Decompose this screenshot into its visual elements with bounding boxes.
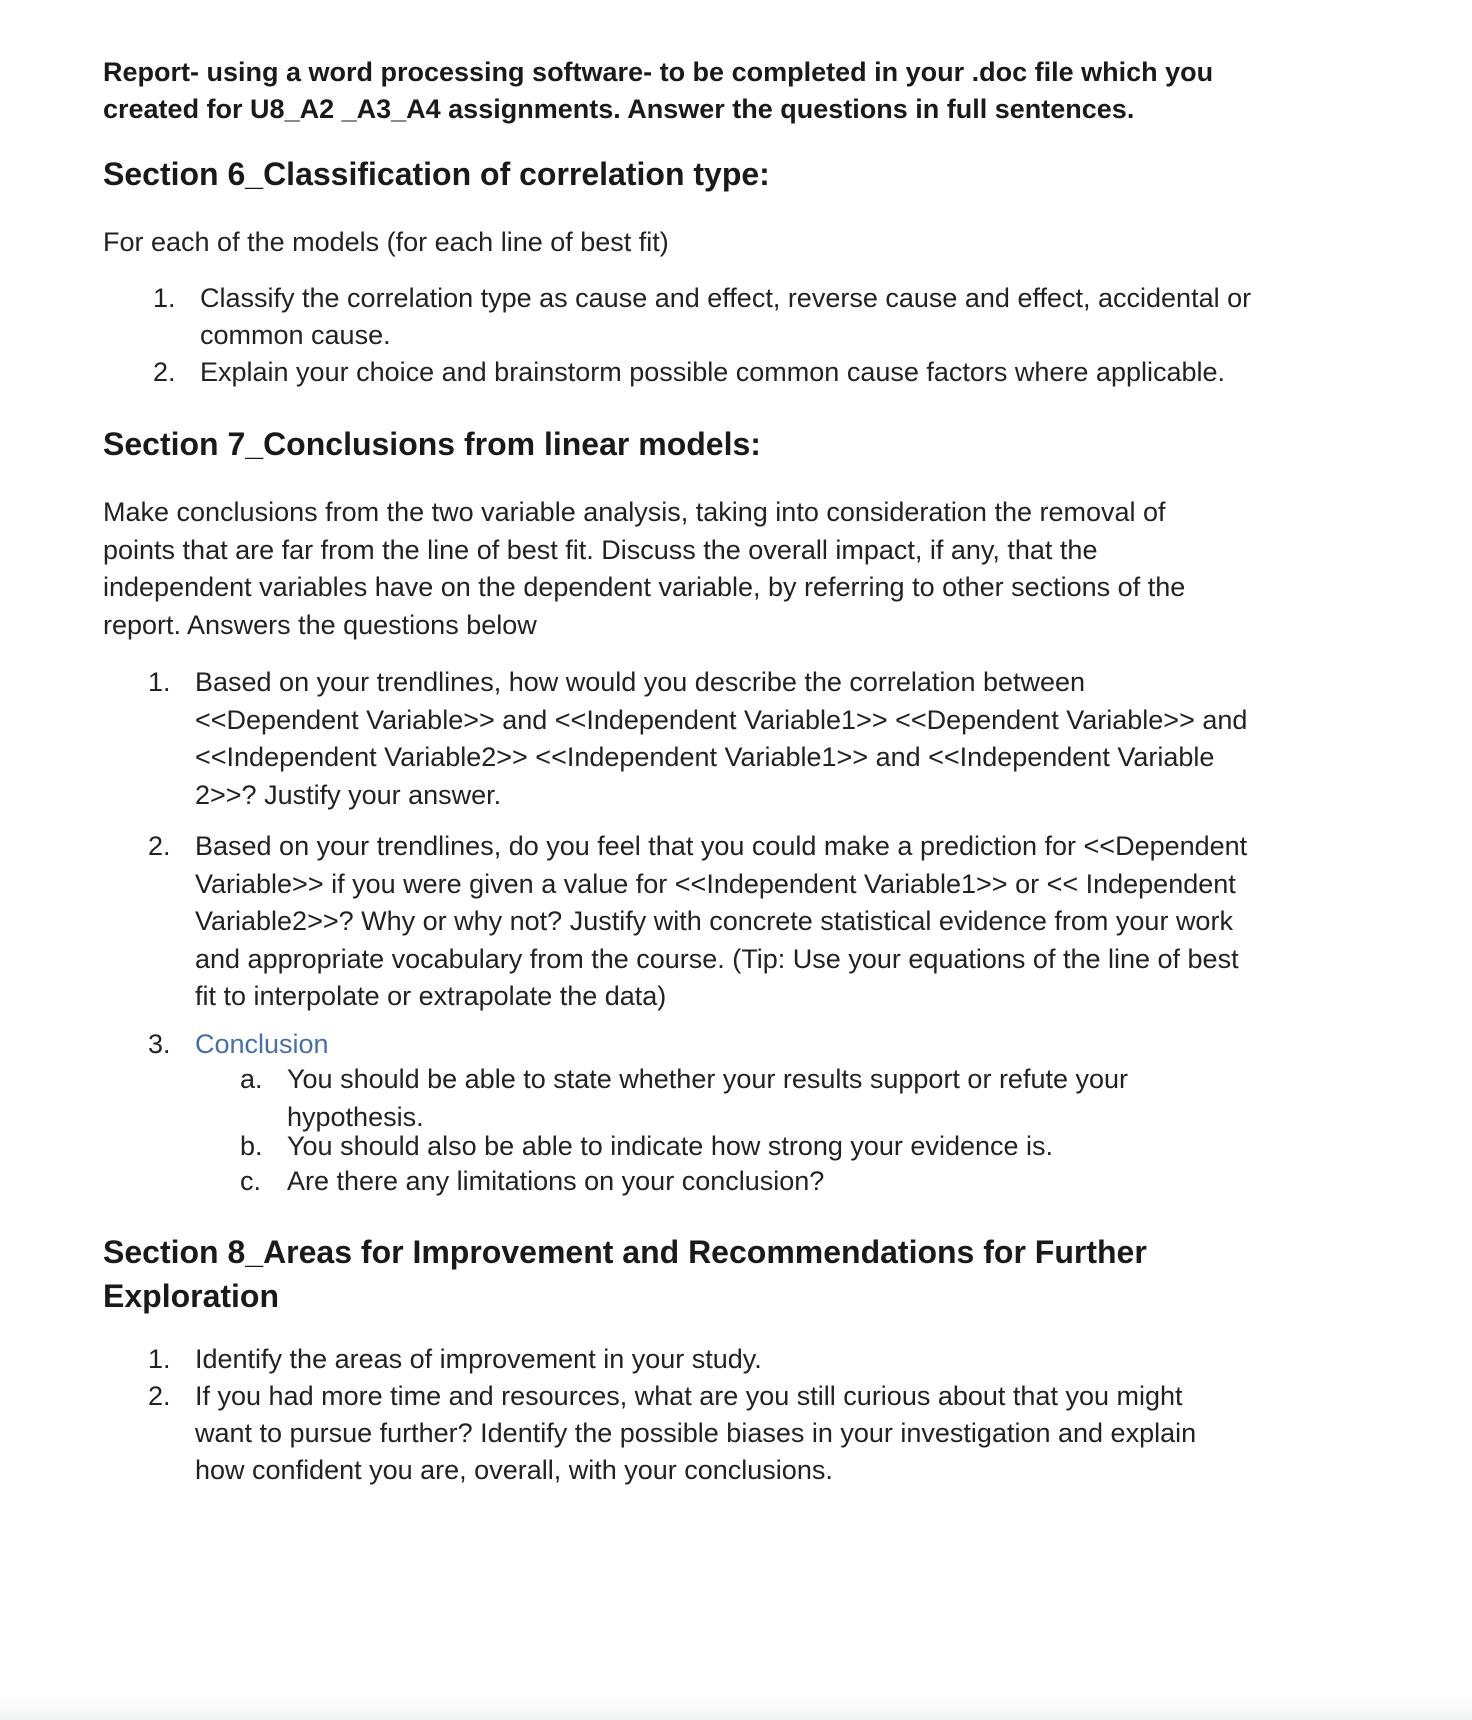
paragraph-line: points that are far from the line of best fit. Discuss the overall impact, if any, that the	[103, 534, 1098, 565]
paragraph-line: independent variables have on the dependent variable, by referring to other sections of the	[103, 572, 1186, 602]
list-number: 1.	[148, 667, 171, 697]
list-item-text-line: 2>>? Justify your answer.	[195, 779, 502, 810]
list-item-text-line: Classify the correlation type as cause and effect, reverse cause and effect, accidental or	[200, 283, 1252, 313]
list-item-text-line: common cause.	[200, 320, 391, 350]
paragraph-line: Make conclusions from the two variable analysis, taking into consideration the removal of	[103, 497, 1166, 527]
page-bottom-shade	[0, 1692, 1472, 1720]
list-number: 3.	[148, 1029, 171, 1059]
list-number: 2.	[148, 1381, 171, 1411]
list-item-text-line: Based on your trendlines, do you feel that you could make a prediction for <<Dependent	[195, 831, 1248, 861]
list-item-text-line: Based on your trendlines, how would you describe the correlation between	[195, 667, 1086, 697]
list-item-text-line: Variable>> if you were given a value for <<Independent Variable1>> or << Independent	[195, 868, 1236, 899]
sublist-letter: b.	[240, 1131, 263, 1161]
list-number: 1.	[153, 283, 176, 313]
sublist-letter: a.	[240, 1064, 263, 1094]
section-8-heading	[103, 1230, 1303, 1318]
list-item-text-line: want to pursue further? Identify the possible biases in your investigation and explain	[195, 1418, 1197, 1448]
sublist-text-line: Are there any limitations on your conclusion?	[287, 1166, 825, 1196]
sublist-letter: c.	[240, 1166, 262, 1196]
list-item-text-line: how confident you are, overall, with your conclusions.	[195, 1455, 833, 1485]
list-item-text-line: If you had more time and resources, what are you still curious about that you might	[195, 1381, 1183, 1411]
section-8-heading-line: Exploration	[103, 1278, 280, 1314]
list-item-text-line: fit to interpolate or extrapolate the data)	[195, 981, 667, 1011]
list-item-text-line: and appropriate vocabulary from the course. (Tip: Use your equations of the line of best	[195, 943, 1239, 974]
section-6-heading: Section 6_Classification of correlation type:	[103, 156, 770, 192]
list-item-text-line: <<Independent Variable2>> <<Independent Variable1>> and <<Independent Variable	[195, 742, 1215, 772]
intro-instructions	[103, 54, 1303, 128]
conclusion-label: Conclusion	[195, 1029, 329, 1059]
section-6-lead: For each of the models (for each line of best fit)	[103, 227, 669, 257]
section-7-heading: Section 7_Conclusions from linear models:	[103, 426, 761, 462]
list-number: 2.	[153, 357, 176, 387]
list-item-text-line: Explain your choice and brainstorm possible common cause factors where applicable.	[200, 357, 1226, 387]
section-8-heading-line: Section 8_Areas for Improvement and Recommendations for Further	[103, 1234, 1147, 1270]
sublist-text-line: hypothesis.	[287, 1101, 424, 1132]
list-item-text-line: Identify the areas of improvement in your study.	[195, 1344, 762, 1374]
list-number: 1.	[148, 1344, 171, 1374]
paragraph-line: report. Answers the questions below	[103, 609, 537, 640]
section-7-lead	[103, 494, 1283, 644]
intro-line-2: created for U8_A2 _A3_A4 assignments. Answer the questions in full sentences.	[103, 94, 1135, 124]
list-item-text-line: Variable2>>? Why or why not? Justify with concrete statistical evidence from your work	[195, 906, 1233, 936]
sublist-text-line: You should be able to state whether your results support or refute your	[287, 1064, 1129, 1094]
sublist-text-line: You should also be able to indicate how strong your evidence is.	[287, 1131, 1054, 1161]
list-item-text-line: <<Dependent Variable>> and <<Independent Variable1>> <<Dependent Variable>> and	[195, 704, 1248, 735]
list-number: 2.	[148, 831, 171, 861]
intro-line-1: Report- using a word processing software- to be completed in your .doc file which you	[103, 57, 1214, 87]
